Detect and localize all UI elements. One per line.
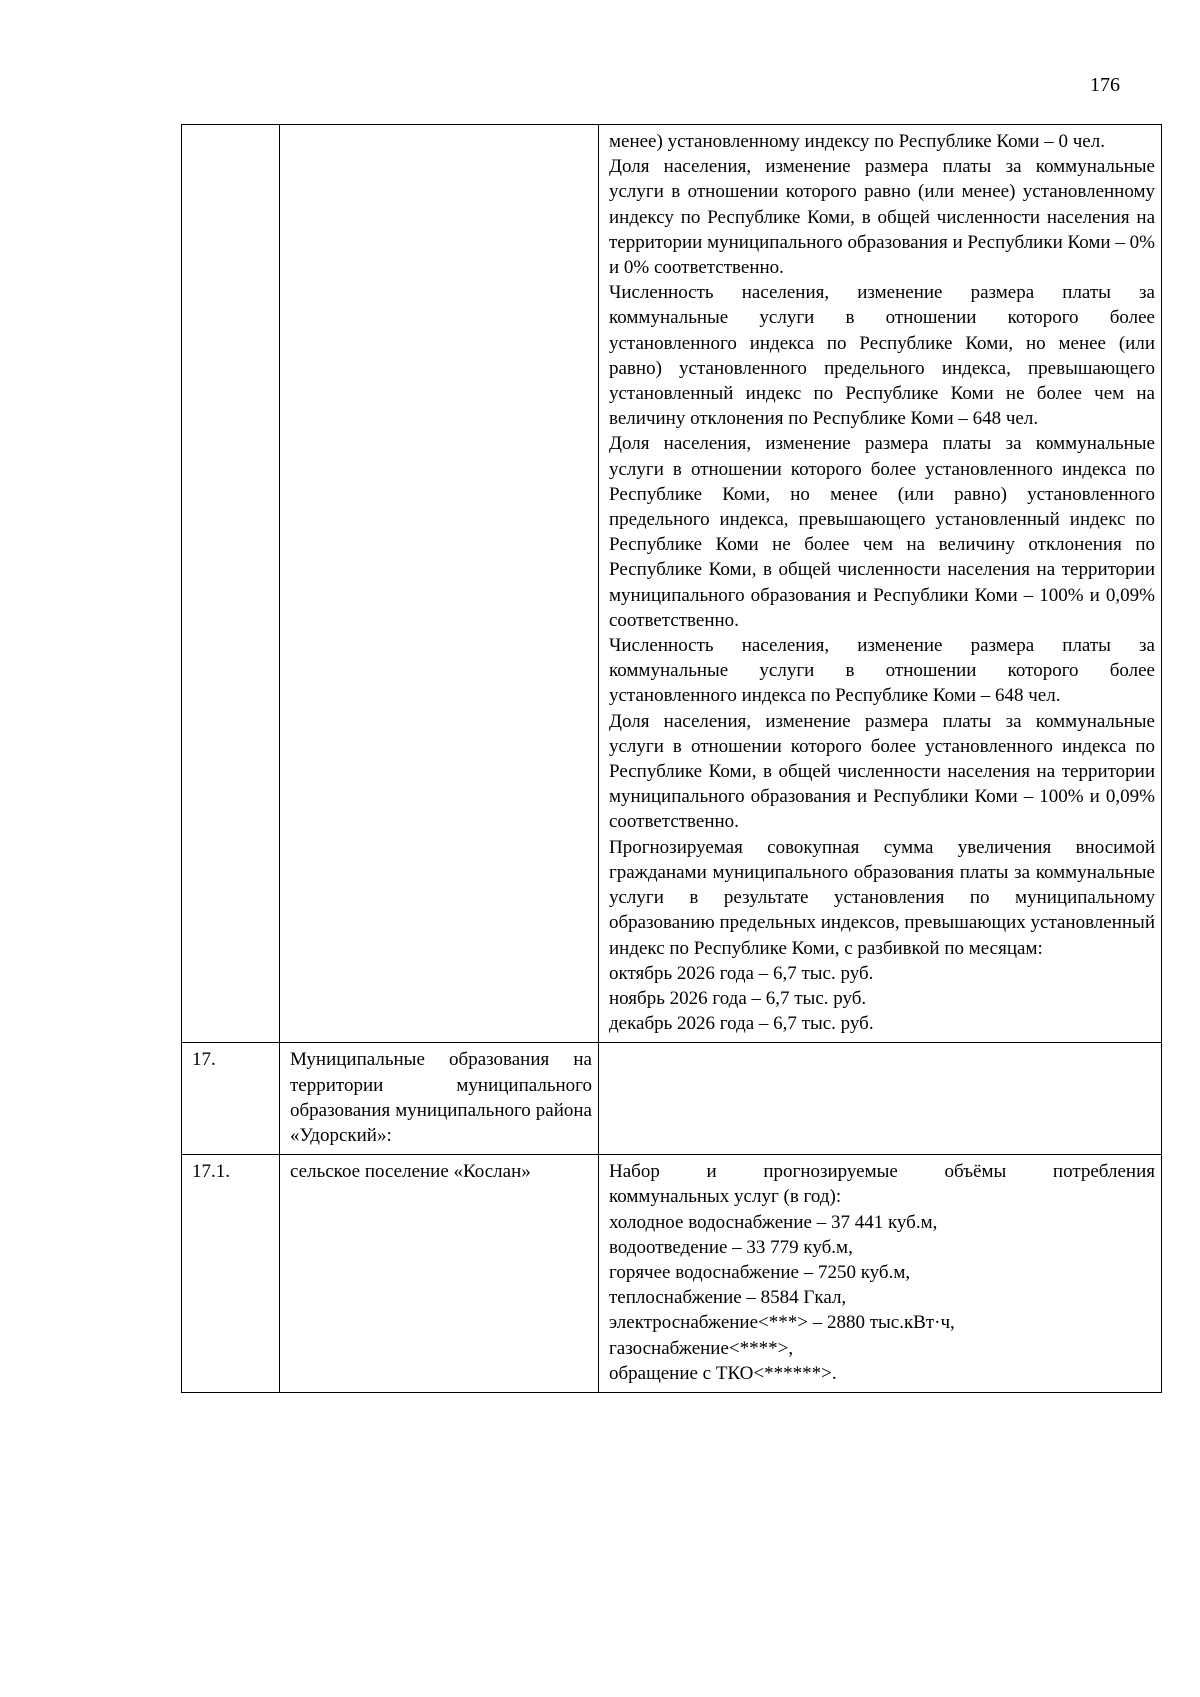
paragraph: Доля населения, изменение размера платы за коммунальные услуги в отношении которого более установленного индекса по Республике Коми, в общей численности населения на территории муниципального образования и Республики Коми – 100% и 0,09% соответственно. xyxy=(609,710,1155,833)
service-item: теплоснабжение – 8584 Гкал, xyxy=(609,1287,847,1309)
paragraph: Доля населения, изменение размера платы за коммунальные услуги в отношении которого равно (или менее) установленному индексу по Республике Коми, в общей численности населения на территории муниципального образования и Республики Коми – 0% и 0% соответственно. xyxy=(609,156,1155,279)
table-row-continuation xyxy=(182,125,1162,1043)
paragraph: Прогнозируемая совокупная сумма увеличения вносимой гражданами муниципального образования платы за коммунальные услуги в результате установления по муниципальному образованию предельных индексов, превышающих установленный индекс по Республике Коми, с разбивкой по месяцам: xyxy=(609,836,1155,959)
municipality-name xyxy=(280,1043,599,1155)
month-line: ноябрь 2026 года – 6,7 тыс. руб. xyxy=(609,987,867,1009)
cell-name xyxy=(280,125,599,1043)
service-item: обращение с ТКО<******>. xyxy=(609,1362,837,1384)
cell-description xyxy=(599,125,1162,1043)
data-table xyxy=(181,124,1162,1393)
service-item: холодное водоснабжение – 37 441 куб.м, xyxy=(609,1211,938,1233)
cell-number xyxy=(182,125,280,1043)
settlement-name: сельское поселение «Кослан» xyxy=(280,1155,599,1393)
row-number: 17.1. xyxy=(182,1155,280,1393)
service-item: газоснабжение<****>, xyxy=(609,1337,794,1359)
services-intro: Набор и прогнозируемые объёмы потребления xyxy=(609,1161,1155,1183)
table-row-17 xyxy=(182,1043,1162,1155)
paragraph: менее) установленному индексу по Республике Коми – 0 чел. xyxy=(609,131,1105,152)
paragraph: Численность населения, изменение размера платы за коммунальные услуги в отношении которого более установленного индекса по Республике Коми, но менее (или равно) установленного предельного индекса, превышающего установленный индекс по Республике Коми не более чем на величину отклонения по Республике Коми – 648 чел. xyxy=(609,282,1155,430)
service-item: водоотведение – 33 779 куб.м, xyxy=(609,1236,853,1258)
table-row-17-1 xyxy=(182,1155,1162,1393)
month-line: октябрь 2026 года – 6,7 тыс. руб. xyxy=(609,962,874,984)
row-number: 17. xyxy=(182,1043,280,1155)
cell-description-empty xyxy=(599,1043,1162,1155)
paragraph: Численность населения, изменение размера платы за коммунальные услуги в отношении которого более установленного индекса по Республике Коми – 648 чел. xyxy=(609,635,1155,707)
paragraph: Доля населения, изменение размера платы за коммунальные услуги в отношении которого более установленного индекса по Республике Коми, но менее (или равно) установленного предельного индекса, превышающего установленный индекс по Республике Коми не более чем на величину отклонения по Республике Коми, в общей численности населения на территории муниципального образования и Республики Коми – 100% и 0,09% соответственно. xyxy=(609,433,1155,631)
services-intro-rest: коммунальных услуг (в год): xyxy=(609,1186,842,1208)
service-item: горячее водоснабжение – 7250 куб.м, xyxy=(609,1261,911,1283)
services-description xyxy=(599,1155,1162,1393)
municipality-name-text: Муниципальные образования на территории муниципального образования муниципального района «Удорский»: xyxy=(290,1049,592,1146)
page-number: 176 xyxy=(1090,74,1120,96)
service-item: электроснабжение<***> – 2880 тыс.кВт·ч, xyxy=(609,1312,955,1334)
month-line: декабрь 2026 года – 6,7 тыс. руб. xyxy=(609,1013,874,1035)
